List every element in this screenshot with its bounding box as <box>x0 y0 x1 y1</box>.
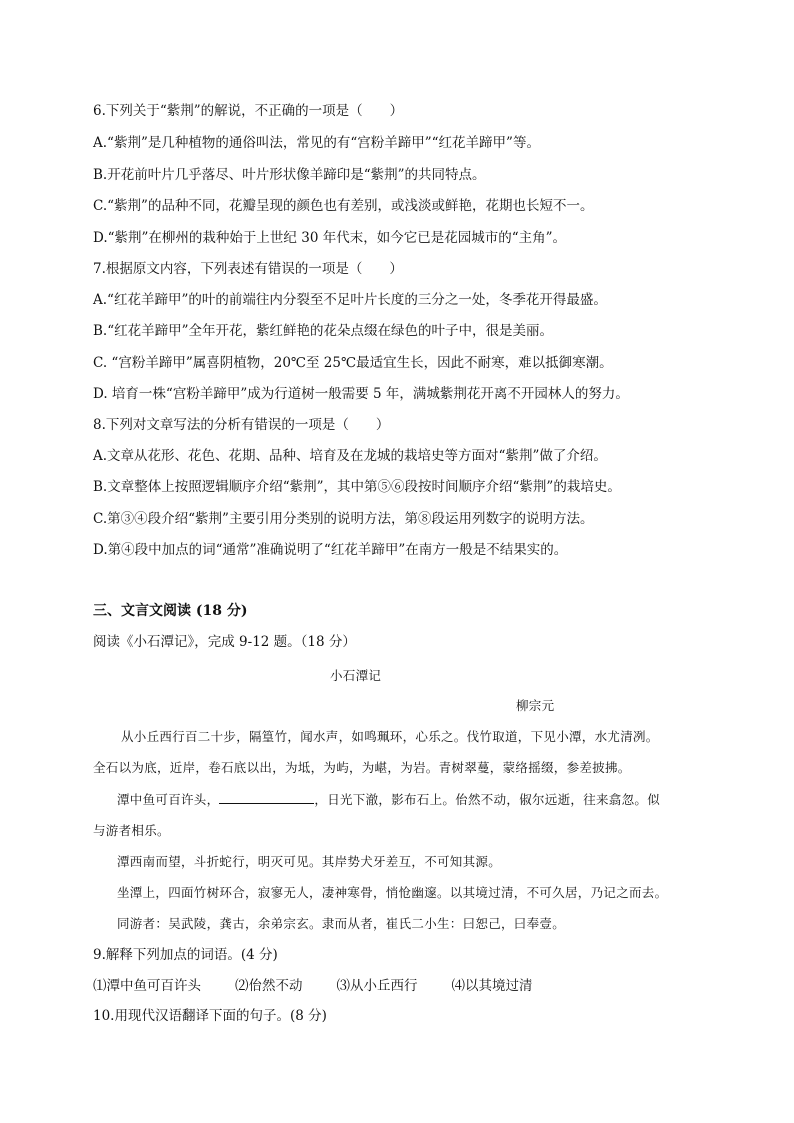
passage-author: 柳宗元 <box>516 698 555 713</box>
passage-para-2-line-1 <box>117 791 660 809</box>
q9-item-1: ⑴潭中鱼可百许头 <box>93 978 201 994</box>
q8-option-c: C.第③④段介绍“紫荆”主要引用分类别的说明方法，第⑧段运用列数字的说明方法。 <box>93 511 594 527</box>
fill-in-blank <box>219 791 314 804</box>
q6-stem: 6.下列关于“紫荆”的解说，不正确的一项是（ ） <box>93 103 404 119</box>
q9-item-2: ⑵佁然不动 <box>235 978 303 994</box>
passage-para-4: 坐潭上，四面竹树环合，寂寥无人，凄神寒骨，悄怆幽邃。以其境过清，不可久居，乃记之而去。 <box>117 885 668 900</box>
q6-option-c: C.“紫荆”的品种不同，花瓣呈现的颜色也有差别，或浅淡或鲜艳，花期也长短不一。 <box>93 198 594 214</box>
q8-option-b: B.文章整体上按照逻辑顺序介绍“紫荆”，其中第⑤⑥段按时间顺序介绍“紫荆”的栽培史。 <box>93 479 621 495</box>
q8-option-d: D.第④段中加点的词“通常”准确说明了“红花羊蹄甲”在南方一般是不结果实的。 <box>93 542 568 558</box>
passage-para-2-line-2: 与游者相乐。 <box>93 823 170 838</box>
passage-para-5: 同游者：吴武陵，龚古，余弟宗玄。隶而从者，崔氏二小生：曰恕己，曰奉壹。 <box>117 916 566 931</box>
q7-option-b: B.“红花羊蹄甲”全年开花，紫红鲜艳的花朵点缀在绿色的叶子中，很是美丽。 <box>93 323 554 339</box>
q6-option-a: A.“紫荆”是几种植物的通俗叫法，常见的有“宫粉羊蹄甲”“红花羊蹄甲”等。 <box>93 135 540 151</box>
q10-stem: 10.用现代汉语翻译下面的句子。(8 分) <box>93 1008 327 1024</box>
q9-stem: 9.解释下列加点的词语。(4 分) <box>93 947 278 963</box>
passage-para-2-text-before: 潭中鱼可百许头， <box>117 792 220 807</box>
q7-option-c: C. “宫粉羊蹄甲”属喜阴植物，20℃至 25℃最适宜生长，因此不耐寒，难以抵御寒潮。 <box>93 355 613 371</box>
q8-stem: 8.下列对文章写法的分析有错误的一项是（ ） <box>93 417 390 433</box>
q9-items <box>93 977 567 995</box>
q6-option-b: B.开花前叶片几乎落尽、叶片形状像羊蹄印是“紫荆”的共同特点。 <box>93 167 486 183</box>
section-3-title: 三、文言文阅读 (18 分) <box>93 603 248 619</box>
q9-item-3: ⑶从小丘西行 <box>336 978 418 994</box>
q7-option-d: D. 培育一株“宫粉羊蹄甲”成为行道树一般需要 5 年，满城紫荆花开离不开园林人的努力。 <box>93 386 629 402</box>
passage-title: 小石潭记 <box>330 668 382 683</box>
q7-option-a: A.“红花羊蹄甲”的叶的前端往内分裂至不足叶片长度的三分之一处，冬季花开得最盛。 <box>93 292 607 308</box>
passage-para-1-line-2: 全石以为底，近岸，卷石底以出，为坻，为屿，为嵁，为岩。青树翠蔓，蒙络摇缀，参差披拂。 <box>93 760 631 775</box>
passage-para-3: 潭西南而望，斗折蛇行，明灭可见。其岸势犬牙差互，不可知其源。 <box>117 854 502 869</box>
passage-para-2-text-after: ，日光下澈，影布石上。佁然不动，俶尔远逝，往来翕忽。似 <box>314 792 661 807</box>
passage-para-1-line-1: 从小丘西行百二十步，隔篁竹，闻水声，如鸣珮环，心乐之。伐竹取道，下见小潭，水尤清冽。 <box>121 729 659 744</box>
q9-item-4: ⑷以其境过清 <box>451 978 533 994</box>
q6-option-d: D.“紫荆”在柳州的栽种始于上世纪 30 年代末，如今它已是花园城市的“主角”。 <box>93 230 567 246</box>
q8-option-a: A.文章从花形、花色、花期、品种、培育及在龙城的栽培史等方面对“紫荆”做了介绍。 <box>93 448 607 464</box>
section-3-instruction: 阅读《小石潭记》，完成 9-12 题。（18 分） <box>93 634 356 650</box>
q7-stem: 7.根据原文内容，下列表述有错误的一项是（ ） <box>93 261 403 277</box>
